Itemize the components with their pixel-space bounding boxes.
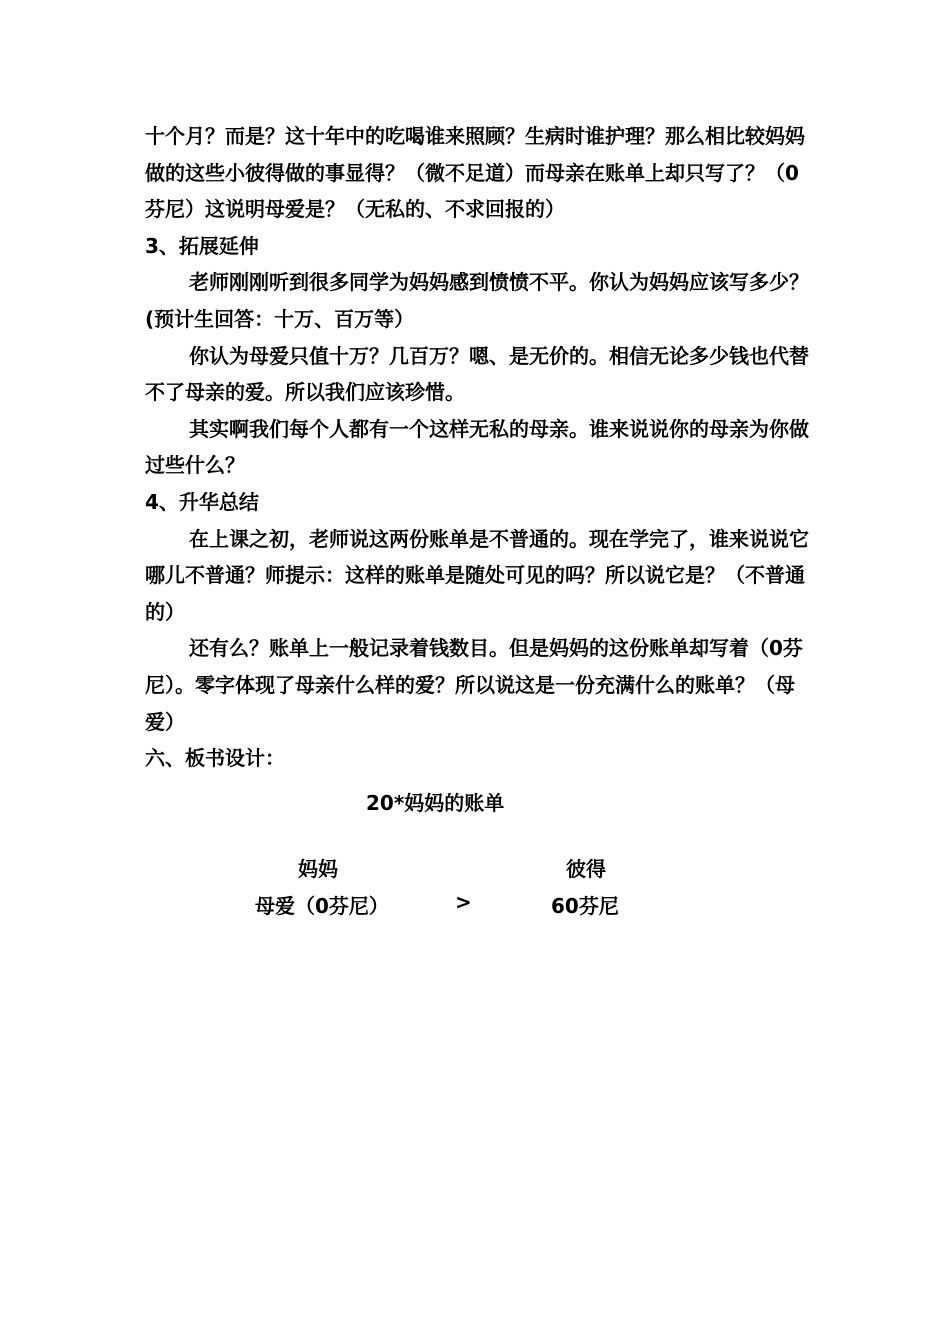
section-heading-summary: 4、升华总结: [145, 489, 259, 514]
paragraph: 还有么？账单上一般记录着钱数目。但是妈妈的这份账单却写着（0芬尼）。零字体现了母亲什么样的爱？所以说这是一份充满什么的账单？（母爱）: [145, 636, 803, 734]
paragraph: 你认为母爱只值十万？几百万？嗯、是无价的。相信无论多少钱也代替不了母亲的爱。所以我们应该珍惜。: [145, 343, 809, 405]
board-left-heading: 妈妈: [298, 857, 338, 881]
paragraph: 老师刚刚听到很多同学为妈妈感到愤愤不平。你认为妈妈应该写多少？(预计生回答：十万、百万等）: [145, 270, 809, 331]
board-comparison-sign: >: [455, 890, 472, 914]
section-heading-extension: 3、拓展延伸: [145, 233, 259, 258]
section-heading-board-design: 六、板书设计：: [145, 746, 285, 771]
board-right-value: 60芬尼: [551, 894, 619, 918]
board-left-value: 母爱（0芬尼）: [255, 894, 389, 918]
board-title: 20*妈妈的账单: [366, 791, 505, 815]
paragraph: 其实啊我们每个人都有一个这样无私的母亲。谁来说说你的母亲为你做过些什么？: [145, 416, 809, 478]
paragraph-continuation: 十个月？而是？这十年中的吃喝谁来照顾？生病时谁护理？那么相比较妈妈做的这些小彼得做的事显得？（微不足道）而母亲在账单上却只写了？（0芬尼）这说明母爱是？（无私的、不求回报的）: [145, 124, 805, 222]
board-right-heading: 彼得: [566, 857, 606, 881]
paragraph: 在上课之初，老师说这两份账单是不普通的。现在学完了，谁来说说它哪儿不普通？师提示：这样的账单是随处可见的吗？所以说它是？（不普通的）: [145, 526, 809, 624]
